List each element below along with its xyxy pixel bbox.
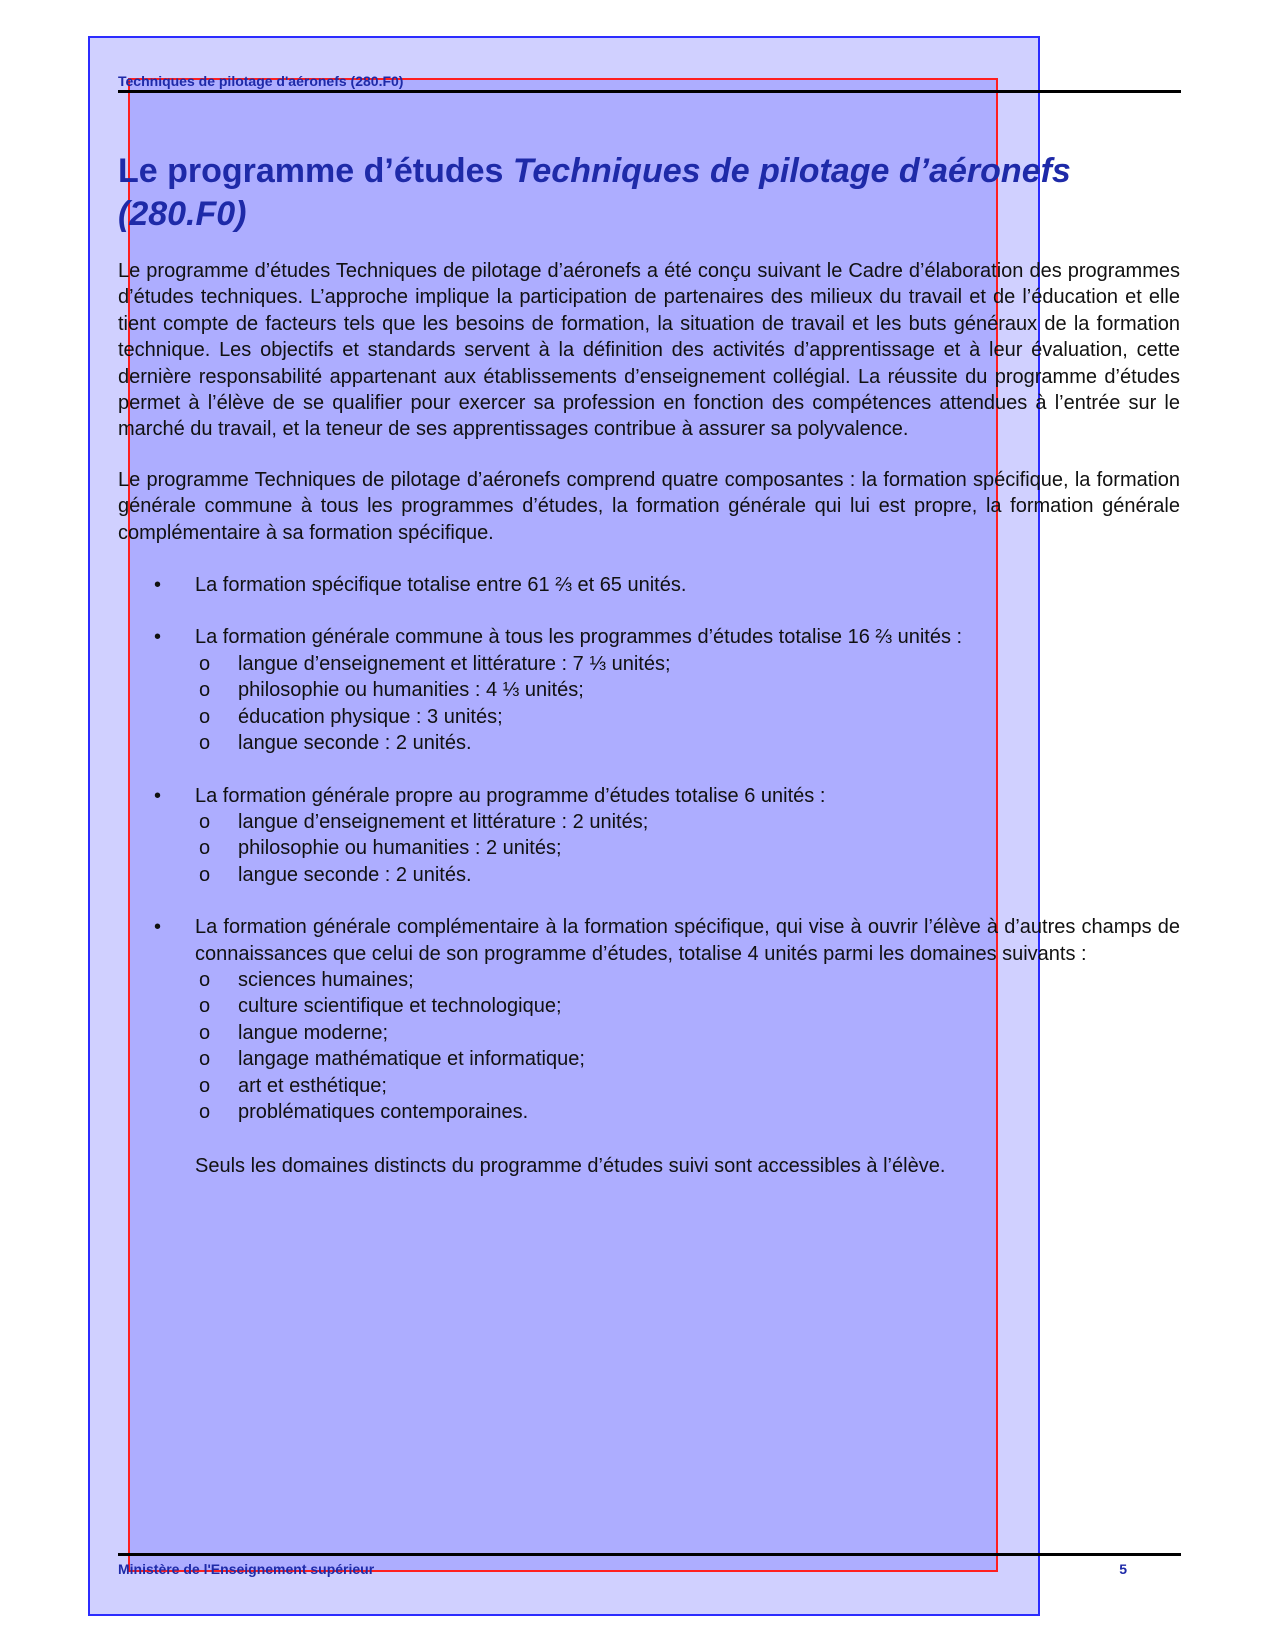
sub-item-text: langage mathématique et informatique;	[238, 1048, 585, 1071]
components-paragraph: Le programme Techniques de pilotage d’aéronefs comprend quatre composantes : la formation spécifique, la formation générale commune à tous les programmes d’études, la formation générale qui lui est propre, la formation générale complémentaire à sa formation spécifique.	[118, 468, 1180, 544]
list-item	[195, 651, 1180, 677]
list-item	[195, 1020, 1180, 1046]
sub-list	[195, 651, 1180, 757]
sub-item-text: philosophie ou humanities : 4 ⅓ unités;	[238, 679, 584, 702]
list-item	[118, 624, 1180, 756]
list-item	[195, 1046, 1180, 1072]
sub-item-text: problématiques contemporaines.	[238, 1100, 529, 1123]
bullet-icon: •	[154, 574, 162, 597]
circle-bullet-icon: o	[199, 863, 211, 886]
circle-bullet-icon: o	[199, 837, 211, 860]
title-code: (280.F0)	[118, 195, 247, 233]
intro-paragraph: Le programme d’études Techniques de pilotage d’aéronefs a été conçu suivant le Cadre d’élaboration des programmes d’études techniques. L’approche implique la participation de partenaires des milieux du travail et de l’éducation et elle tient compte de facteurs tels que les besoins de formation, la situation de travail et les buts généraux de la formation technique. Les objectifs et standards servent à la définition des activités d’apprentissage et à leur évaluation, cette dernière responsabilité appartenant aux établissements d’enseignement collégial. La réussite du programme d’études permet à l’élève de se qualifier pour exercer sa profession en fonction des compétences attendues à l’entrée sur le marché du travail, et la teneur de ses apprentissages contribue à assurer sa polyvalence.	[118, 260, 1180, 441]
circle-bullet-icon: o	[199, 968, 211, 991]
header-rule	[118, 90, 1181, 93]
title-prefix: Le programme d’études	[118, 152, 513, 190]
sub-item-text: langue seconde : 2 unités.	[238, 732, 472, 755]
list-item	[195, 704, 1180, 730]
sub-item-text: art et esthétique;	[238, 1074, 387, 1097]
sub-list	[195, 967, 1180, 1125]
list-item	[195, 862, 1180, 888]
page-header: Techniques de pilotage d'aéronefs (280.F0)	[118, 73, 404, 89]
circle-bullet-icon: o	[199, 705, 211, 728]
circle-bullet-icon: o	[199, 679, 211, 702]
bullet-icon: •	[154, 916, 162, 939]
list-item	[195, 967, 1180, 993]
sub-item-text: sciences humaines;	[238, 968, 414, 991]
circle-bullet-icon: o	[199, 1074, 211, 1097]
bullet-text: La formation générale commune à tous les programmes d’études totalise 16 ⅔ unités :	[195, 626, 963, 649]
sub-item-text: éducation physique : 3 unités;	[238, 705, 503, 728]
circle-bullet-icon: o	[199, 810, 211, 833]
sub-item-text: langue d’enseignement et littérature : 2 unités;	[238, 810, 649, 833]
list-item	[195, 730, 1180, 756]
bullet-icon: •	[154, 626, 162, 649]
circle-bullet-icon: o	[199, 732, 211, 755]
sub-list	[195, 809, 1180, 888]
closing-note: Seuls les domaines distincts du programme d’études suivi sont accessibles à l’élève.	[195, 1155, 946, 1178]
training-components-list	[118, 572, 1180, 1125]
bullet-text: La formation générale complémentaire à la formation spécifique, qui vise à ouvrir l’élève à d’autres champs de connaissances que celui de son programme d’études, totalise 4 unités parmi les domaines suivants :	[195, 916, 1180, 965]
bullet-icon: •	[154, 784, 162, 807]
page-number: 5	[1119, 1561, 1127, 1577]
list-item	[118, 914, 1180, 1125]
list-item	[195, 1099, 1180, 1125]
circle-bullet-icon: o	[199, 652, 211, 675]
footer-rule	[118, 1553, 1181, 1556]
sub-item-text: langue moderne;	[238, 1021, 389, 1044]
sub-item-text: culture scientifique et technologique;	[238, 995, 562, 1018]
sub-item-text: langue d’enseignement et littérature : 7 ⅓ unités;	[238, 652, 671, 675]
list-item	[118, 783, 1180, 889]
list-item	[195, 1073, 1180, 1099]
page-footer-left: Ministère de l'Enseignement supérieur	[118, 1561, 375, 1577]
document-body	[118, 150, 1180, 1180]
page-title	[118, 150, 1180, 236]
list-item	[118, 572, 1180, 598]
sub-item-text: langue seconde : 2 unités.	[238, 863, 472, 886]
list-item	[195, 835, 1180, 861]
bullet-text: La formation générale propre au programme d’études totalise 6 unités :	[195, 784, 826, 807]
list-item	[195, 809, 1180, 835]
circle-bullet-icon: o	[199, 1021, 211, 1044]
list-item	[195, 677, 1180, 703]
circle-bullet-icon: o	[199, 1100, 211, 1123]
title-italic: Techniques de pilotage d’aéronefs	[512, 152, 1071, 190]
list-item	[195, 993, 1180, 1019]
sub-item-text: philosophie ou humanities : 2 unités;	[238, 837, 562, 860]
circle-bullet-icon: o	[199, 995, 211, 1018]
bullet-text: La formation spécifique totalise entre 61 ⅔ et 65 unités.	[195, 574, 687, 597]
circle-bullet-icon: o	[199, 1048, 211, 1071]
